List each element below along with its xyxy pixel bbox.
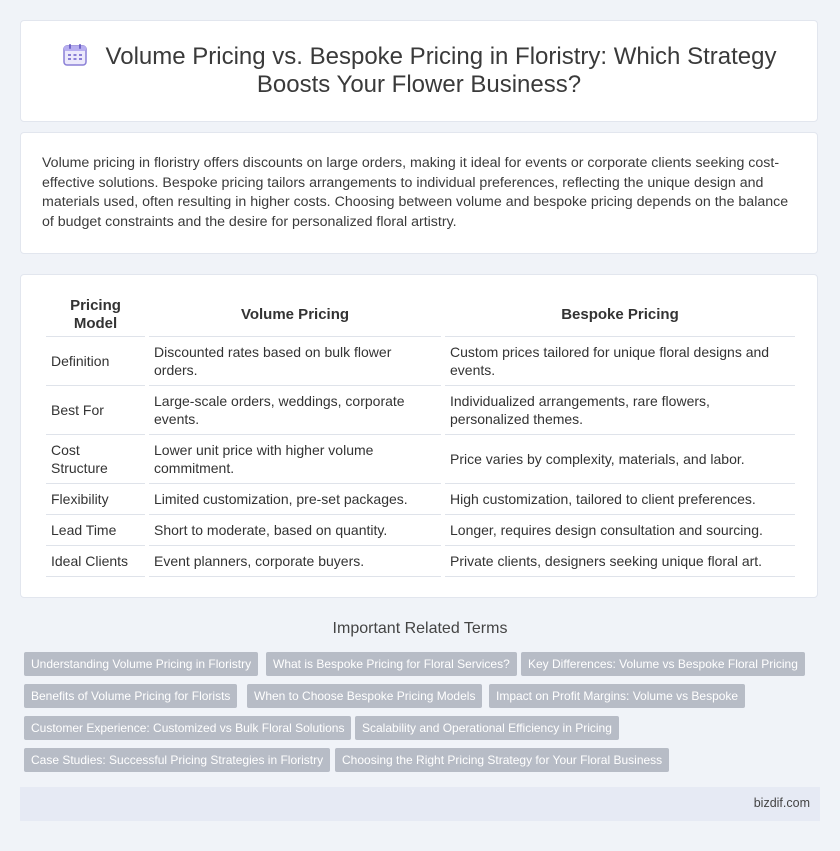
row-label: Definition bbox=[46, 337, 145, 386]
related-term-link[interactable]: Choosing the Right Pricing Strategy for Your Floral Business bbox=[335, 748, 669, 772]
intro-card bbox=[20, 132, 818, 254]
related-term-link[interactable]: Benefits of Volume Pricing for Florists bbox=[24, 684, 237, 708]
comparison-table bbox=[42, 294, 799, 577]
table-row bbox=[46, 546, 795, 577]
related-term-link[interactable]: Impact on Profit Margins: Volume vs Bespoke bbox=[489, 684, 745, 708]
intro-paragraph: Volume pricing in floristry offers discounts on large orders, making it ideal for events or corporate clients seeking cost-effective solutions. Bespoke pricing tailors arrangements to individual preferences, reflecting the unique design and materials used, often resulting in higher costs. Choosing between volume and bespoke pricing depends on the balance of budget constraints and the desire for personalized floral artistry. bbox=[42, 155, 789, 230]
volume-cell: Discounted rates based on bulk flower orders. bbox=[149, 337, 441, 386]
bespoke-cell: Custom prices tailored for unique floral designs and events. bbox=[445, 337, 795, 386]
related-term-link[interactable]: Key Differences: Volume vs Bespoke Floral Pricing bbox=[521, 652, 805, 676]
related-term-link[interactable]: What is Bespoke Pricing for Floral Services? bbox=[266, 652, 517, 676]
volume-cell: Large-scale orders, weddings, corporate events. bbox=[149, 386, 441, 435]
volume-cell: Event planners, corporate buyers. bbox=[149, 546, 441, 577]
table-header-row bbox=[46, 294, 795, 337]
table-row bbox=[46, 337, 795, 386]
bespoke-cell: Individualized arrangements, rare flowers, personalized themes. bbox=[445, 386, 795, 435]
header-volume-pricing: Volume Pricing bbox=[149, 294, 441, 337]
volume-cell: Short to moderate, based on quantity. bbox=[149, 515, 441, 546]
title-line-1: Volume Pricing vs. Bespoke Pricing in Floristry: Which Strategy bbox=[105, 43, 777, 70]
related-terms-heading: Important Related Terms bbox=[332, 620, 508, 637]
related-term-link[interactable]: Customer Experience: Customized vs Bulk Floral Solutions bbox=[24, 716, 351, 740]
volume-cell: Lower unit price with higher volume commitment. bbox=[149, 435, 441, 484]
row-label: Cost Structure bbox=[46, 435, 145, 484]
header-card bbox=[20, 20, 818, 122]
header-pricing-model: Pricing Model bbox=[46, 294, 145, 337]
table-row bbox=[46, 484, 795, 515]
site-name[interactable]: bizdif.com bbox=[753, 796, 810, 810]
row-label: Best For bbox=[46, 386, 145, 435]
page-title bbox=[21, 43, 817, 99]
volume-cell: Limited customization, pre-set packages. bbox=[149, 484, 441, 515]
footer bbox=[20, 787, 820, 821]
row-label: Flexibility bbox=[46, 484, 145, 515]
header-bespoke-pricing: Bespoke Pricing bbox=[445, 294, 795, 337]
bespoke-cell: High customization, tailored to client preferences. bbox=[445, 484, 795, 515]
row-label: Ideal Clients bbox=[46, 546, 145, 577]
bespoke-cell: Price varies by complexity, materials, and labor. bbox=[445, 435, 795, 484]
table-row bbox=[46, 515, 795, 546]
related-term-link[interactable]: Understanding Volume Pricing in Floristry bbox=[24, 652, 258, 676]
table-row bbox=[46, 386, 795, 435]
comparison-card bbox=[20, 274, 818, 598]
row-label: Lead Time bbox=[46, 515, 145, 546]
related-term-link[interactable]: When to Choose Bespoke Pricing Models bbox=[247, 684, 482, 708]
table-row bbox=[46, 435, 795, 484]
related-term-link[interactable]: Scalability and Operational Efficiency in Pricing bbox=[355, 716, 619, 740]
calendar-icon bbox=[62, 43, 88, 67]
bespoke-cell: Longer, requires design consultation and sourcing. bbox=[445, 515, 795, 546]
title-line-2: Boosts Your Flower Business? bbox=[256, 71, 582, 98]
related-term-link[interactable]: Case Studies: Successful Pricing Strategies in Floristry bbox=[24, 748, 330, 772]
bespoke-cell: Private clients, designers seeking unique floral art. bbox=[445, 546, 795, 577]
